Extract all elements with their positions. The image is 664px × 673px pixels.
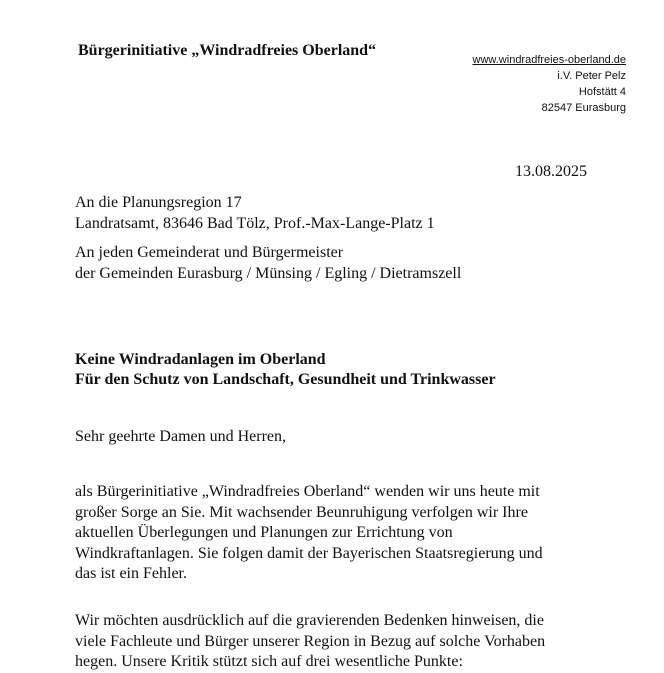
sender-street: Hofstätt 4 — [578, 86, 626, 98]
subject-heading — [75, 350, 496, 390]
recipient-line: An die Planungsregion 17 — [75, 194, 242, 211]
subject-line: Keine Windradanlagen im Oberland — [75, 351, 326, 368]
letter-date: 13.08.2025 — [515, 163, 587, 180]
recipient-planning-region — [75, 192, 435, 234]
paragraph-line: großer Sorge an Sie. Mit wachsender Beunruhigung verfolgen wir Ihre — [75, 503, 528, 521]
paragraph-line: als Bürgerinitiative „Windradfreies Oberland“ wenden wir uns heute mit — [75, 483, 540, 500]
paragraph-line: Wir möchten ausdrücklich auf die gravierenden Bedenken hinweisen, die — [75, 612, 544, 629]
paragraph-concerns — [75, 611, 545, 673]
recipient-line: der Gemeinden Eurasburg / Münsing / Egling / Dietramszell — [75, 265, 462, 282]
recipient-councils — [75, 242, 461, 284]
recipient-line: An jeden Gemeinderat und Bürgermeister — [75, 244, 344, 261]
paragraph-line: Windkraftanlagen. Sie folgen damit der Bayerischen Staatsregierung und — [75, 544, 543, 562]
paragraph-line: hegen. Unsere Kritik stützt sich auf drei wesentliche Punkte: — [75, 653, 463, 670]
paragraph-line: das ist ein Fehler. — [75, 565, 187, 582]
paragraph-line: aktuellen Überlegungen und Planungen zur Errichtung von — [75, 524, 453, 541]
paragraph-line: viele Fachleute und Bürger unserer Region in Bezug auf solche Vorhaben — [75, 632, 546, 650]
website-link[interactable]: www.windradfreies-oberland.de — [472, 54, 626, 66]
salutation: Sehr geehrte Damen und Herren, — [75, 428, 287, 445]
organization-name: Bürgerinitiative „Windradfreies Oberland“ — [78, 42, 377, 59]
sender-representative: i.V. Peter Pelz — [557, 70, 626, 82]
recipient-line: Landratsamt, 83646 Bad Tölz, Prof.-Max-Lange-Platz 1 — [75, 215, 435, 232]
paragraph-intro — [75, 482, 543, 585]
sender-block — [473, 52, 626, 116]
subject-line: Für den Schutz von Landschaft, Gesundheit und Trinkwasser — [75, 371, 496, 388]
sender-city: 82547 Eurasburg — [541, 102, 626, 114]
